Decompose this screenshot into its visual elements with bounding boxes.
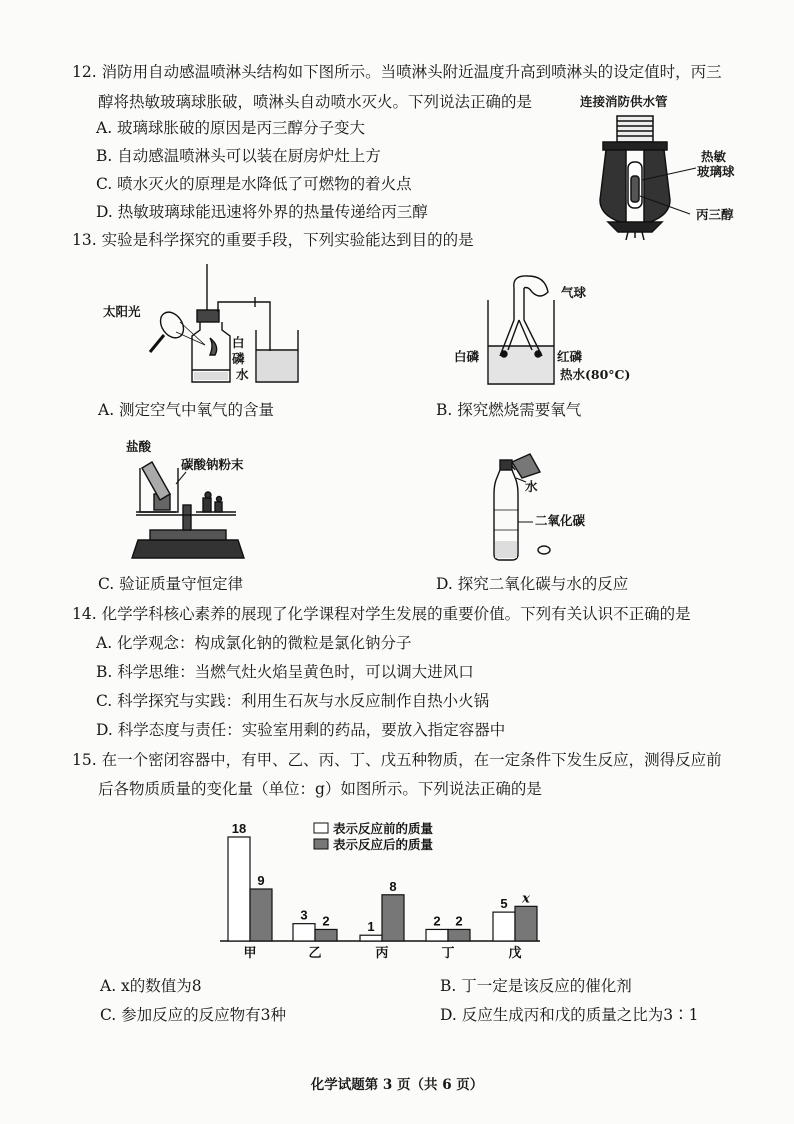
sprinkler-glass-label-2: 玻璃球 <box>697 164 735 179</box>
q14-option-d: D. 科学态度与责任：实验室用剩的药品，要放入指定容器中 <box>96 721 506 739</box>
bar-戊-before <box>493 912 515 941</box>
data-label-乙-after: 2 <box>322 913 330 929</box>
legend-swatch-after <box>314 839 328 849</box>
sprinkler-pipe-label: 连接消防供水管 <box>580 94 668 109</box>
fig-c-acid-label: 盐酸 <box>126 439 152 454</box>
q12-stem-line1: 12. 消防用自动感温喷淋头结构如下图所示。当喷淋头附近温度升高到喷淋头的设定值时，丙三 <box>72 63 722 81</box>
q13-option-d: D. 探究二氧化碳与水的反应 <box>436 575 629 593</box>
bar-甲-after <box>250 889 272 941</box>
data-label-戊-after: x <box>522 891 530 907</box>
legend-swatch-before <box>314 823 328 833</box>
q14-option-c: C. 科学探究与实践：利用生石灰与水反应制作自热小火锅 <box>96 692 490 710</box>
q15-option-c: C. 参加反应的反应物有3种 <box>100 1006 287 1024</box>
fig-a-phosphorus-label-2: 磷 <box>232 351 245 366</box>
fig-b-balloon-label: 气球 <box>561 285 587 300</box>
q13-option-a: A. 测定空气中氧气的含量 <box>98 401 275 419</box>
legend-label-after: 表示反应后的质量 <box>333 837 434 852</box>
q14-option-a: A. 化学观念：构成氯化钠的微粒是氯化钠分子 <box>96 634 412 652</box>
q12-option-d: D. 热敏玻璃球能迅速将外界的热量传递给丙三醇 <box>96 203 428 221</box>
category-label-甲: 甲 <box>243 946 257 961</box>
bar-乙-before <box>293 924 315 941</box>
q14-option-b: B. 科学思维：当燃气灶火焰呈黄色时，可以调大进风口 <box>96 663 474 681</box>
q12-option-a: A. 玻璃球胀破的原因是丙三醇分子变大 <box>96 119 366 137</box>
data-label-乙-before: 3 <box>300 907 308 923</box>
bar-丙-before <box>360 935 382 941</box>
fig-a-sun-label: 太阳光 <box>103 304 141 319</box>
fig-b-white-p-label: 白磷 <box>454 349 480 364</box>
q15-option-b: B. 丁一定是该反应的催化剂 <box>440 977 632 995</box>
q14-stem: 14. 化学学科核心素养的展现了化学课程对学生发展的重要价值。下列有关认识不正确的是 <box>72 605 691 623</box>
data-label-甲-before: 18 <box>231 821 247 836</box>
category-label-戊: 戊 <box>508 946 522 961</box>
fig-d-co2-label: 二氧化碳 <box>535 513 586 528</box>
data-label-丙-before: 1 <box>367 919 375 935</box>
sprinkler-glass-label-1: 热敏 <box>701 149 727 164</box>
bar-戊-after <box>515 906 537 941</box>
q13-stem: 13. 实验是科学探究的重要手段，下列实验能达到目的的是 <box>72 231 474 249</box>
q13-option-c: C. 验证质量守恒定律 <box>98 575 244 593</box>
fig-a-water-label: 水 <box>236 367 249 382</box>
q15-stem-line1: 15. 在一个密闭容器中，有甲、乙、丙、丁、戊五种物质，在一定条件下发生反应，测得反应前 <box>72 751 722 769</box>
q15-option-a: A. x的数值为8 <box>100 977 202 995</box>
q15-option-d: D. 反应生成丙和戊的质量之比为3∶1 <box>440 1006 699 1024</box>
fig-d-water-label: 水 <box>525 479 538 494</box>
bar-乙-after <box>315 929 337 941</box>
bar-丙-after <box>382 895 404 941</box>
category-label-丁: 丁 <box>441 946 455 961</box>
q13-option-b: B. 探究燃烧需要氧气 <box>436 401 582 419</box>
q15-stem-line2: 后各物质质量的变化量（单位：g）如图所示。下列说法正确的是 <box>98 780 542 798</box>
fig-b-hot-water-label: 热水(80°C) <box>560 367 631 382</box>
page-footer: 化学试题第 3 页（共 6 页） <box>310 1077 484 1093</box>
q12-stem-line2: 醇将热敏玻璃球胀破，喷淋头自动喷水灭火。下列说法正确的是 <box>98 93 533 111</box>
legend-label-before: 表示反应前的质量 <box>333 821 434 836</box>
data-label-甲-after: 9 <box>257 873 265 888</box>
data-label-戊-before: 5 <box>500 896 508 912</box>
category-label-乙: 乙 <box>308 946 322 961</box>
bar-甲-before <box>228 837 250 941</box>
data-label-丙-after: 8 <box>389 878 397 894</box>
q12-option-b: B. 自动感温喷淋头可以装在厨房炉灶上方 <box>96 147 381 165</box>
fig-a-phosphorus-label-1: 白 <box>232 335 245 350</box>
fig-c-powder-label: 碳酸钠粉末 <box>181 457 244 472</box>
bar-丁-before <box>426 929 448 941</box>
q12-option-c: C. 喷水灭火的原理是水降低了可燃物的着火点 <box>96 175 412 193</box>
bar-丁-after <box>448 929 470 941</box>
data-label-丁-after: 2 <box>455 913 463 929</box>
category-label-丙: 丙 <box>375 946 389 961</box>
data-label-丁-before: 2 <box>433 913 441 929</box>
fig-b-red-p-label: 红磷 <box>557 349 583 364</box>
sprinkler-liquid-label: 丙三醇 <box>696 207 734 222</box>
